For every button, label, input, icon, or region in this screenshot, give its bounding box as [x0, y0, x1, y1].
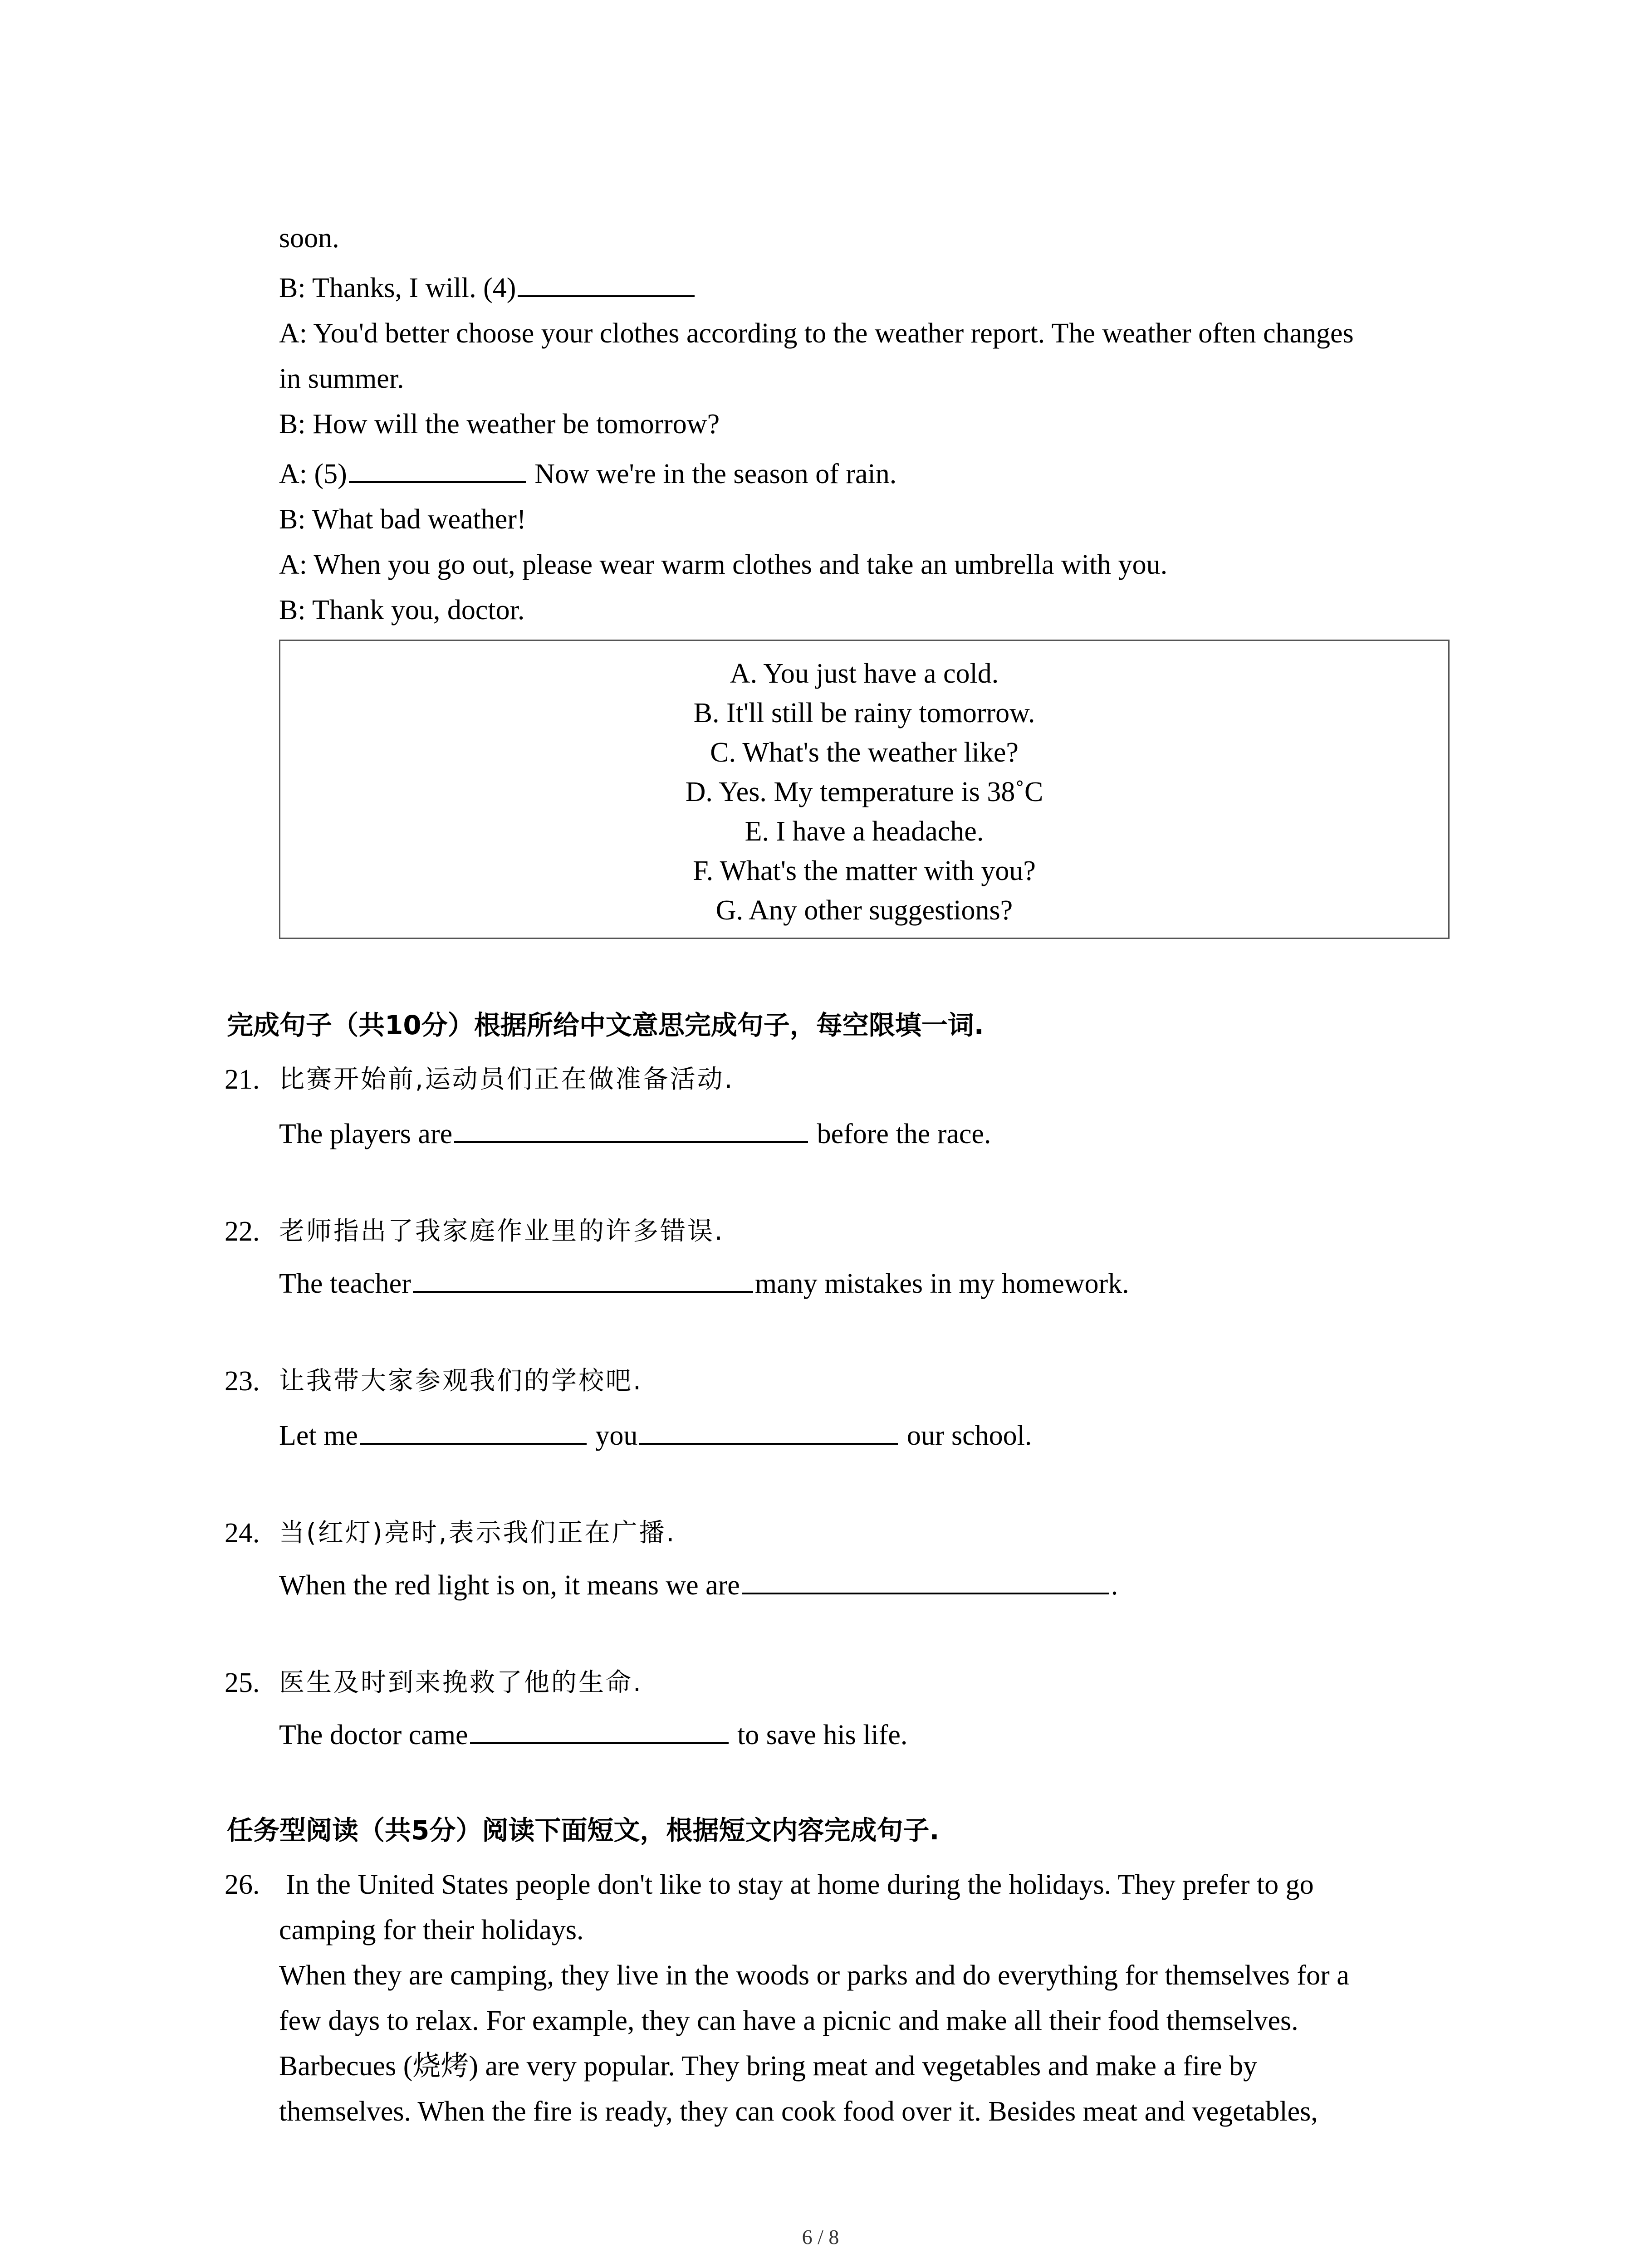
page-number: 6 / 8	[802, 2225, 839, 2248]
option-item: D. Yes. My temperature is 38˚C	[685, 777, 1043, 807]
question-number: 22.	[225, 1216, 260, 1247]
passage-line: In the United States people don't like to stay at home during the holidays. They prefer to go	[286, 1869, 1314, 1900]
sentence-text: before the race.	[817, 1119, 991, 1149]
question-number: 26.	[225, 1869, 260, 1900]
dialogue-line: soon.	[279, 223, 339, 254]
question-chinese: 让我带大家参观我们的学校吧.	[279, 1366, 643, 1396]
sentence-text: .	[1111, 1570, 1118, 1601]
option-item: B. It'll still be rainy tomorrow.	[693, 698, 1035, 728]
section-title-sentences: 完成句子（共10分）根据所给中文意思完成句子，每空限填一词.	[227, 1010, 984, 1041]
sentence-text: When the red light is on, it means we are	[279, 1570, 740, 1601]
question-sentence	[279, 1413, 1032, 1458]
passage-line: themselves. When the fire is ready, they can cook food over it. Besides meat and vegetables,	[279, 2096, 1318, 2127]
answer-blank-4[interactable]	[518, 267, 695, 297]
sentence-text: our school.	[906, 1420, 1032, 1451]
options-box	[279, 640, 1450, 939]
answer-blank-24[interactable]	[742, 1564, 1109, 1594]
question-number: 24.	[225, 1518, 260, 1549]
dialogue-line: B: How will the weather be tomorrow?	[279, 409, 720, 440]
sentence-text: you	[595, 1420, 638, 1451]
question-chinese: 老师指出了我家庭作业里的许多错误.	[279, 1217, 725, 1246]
dialogue-line	[279, 451, 896, 497]
question-number: 21.	[225, 1064, 260, 1095]
dialogue-line	[279, 265, 696, 311]
dialogue-line: A: You'd better choose your clothes according to the weather report. The weather often changes	[279, 318, 1354, 349]
dialogue-line: in summer.	[279, 363, 404, 394]
answer-blank-25[interactable]	[470, 1714, 729, 1744]
question-number: 25.	[225, 1667, 260, 1698]
question-sentence	[279, 1111, 991, 1157]
question-sentence	[279, 1261, 1129, 1306]
dialogue-text: B: Thanks, I will. (4)	[279, 273, 516, 303]
option-item: F. What's the matter with you?	[693, 855, 1036, 886]
passage-line: Barbecues (烧烤) are very popular. They bring meat and vegetables and make a fire by	[279, 2051, 1257, 2082]
question-chinese: 当(红灯)亮时,表示我们正在广播.	[279, 1518, 676, 1548]
option-item: G. Any other suggestions?	[715, 895, 1013, 926]
dialogue-text: Now we're in the season of rain.	[534, 459, 897, 489]
passage-line: few days to relax. For example, they can have a picnic and make all their food themselves.	[279, 2005, 1298, 2036]
option-item: E. I have a headache.	[745, 816, 984, 847]
question-sentence	[279, 1563, 1118, 1608]
option-item: C. What's the weather like?	[710, 737, 1019, 768]
sentence-text: to save his life.	[737, 1720, 908, 1750]
answer-blank-23b[interactable]	[639, 1415, 898, 1445]
sentence-text: many mistakes in my homework.	[754, 1268, 1129, 1299]
section-title-reading: 任务型阅读（共5分）阅读下面短文，根据短文内容完成句子.	[227, 1815, 940, 1846]
dialogue-line: A: When you go out, please wear warm clothes and take an umbrella with you.	[279, 549, 1168, 580]
question-chinese: 比赛开始前,运动员们正在做准备活动.	[279, 1065, 735, 1094]
answer-blank-22[interactable]	[413, 1263, 753, 1293]
passage-line: camping for their holidays.	[279, 1915, 584, 1945]
question-number: 23.	[225, 1366, 260, 1397]
question-chinese: 医生及时到来挽救了他的生命.	[279, 1668, 643, 1697]
sentence-text: The players are	[279, 1119, 453, 1149]
sentence-text: Let me	[279, 1420, 358, 1451]
passage-line: When they are camping, they live in the woods or parks and do everything for themselves for a	[279, 1960, 1349, 1991]
answer-blank-5[interactable]	[349, 453, 526, 483]
dialogue-text: A: (5)	[279, 459, 347, 489]
option-item: A. You just have a cold.	[730, 658, 999, 689]
question-sentence	[279, 1712, 907, 1758]
sentence-text: The doctor came	[279, 1720, 468, 1750]
answer-blank-23a[interactable]	[360, 1415, 587, 1445]
answer-blank-21[interactable]	[454, 1113, 808, 1143]
dialogue-line: B: Thank you, doctor.	[279, 595, 525, 626]
dialogue-line: B: What bad weather!	[279, 504, 526, 535]
sentence-text: The teacher	[279, 1268, 411, 1299]
